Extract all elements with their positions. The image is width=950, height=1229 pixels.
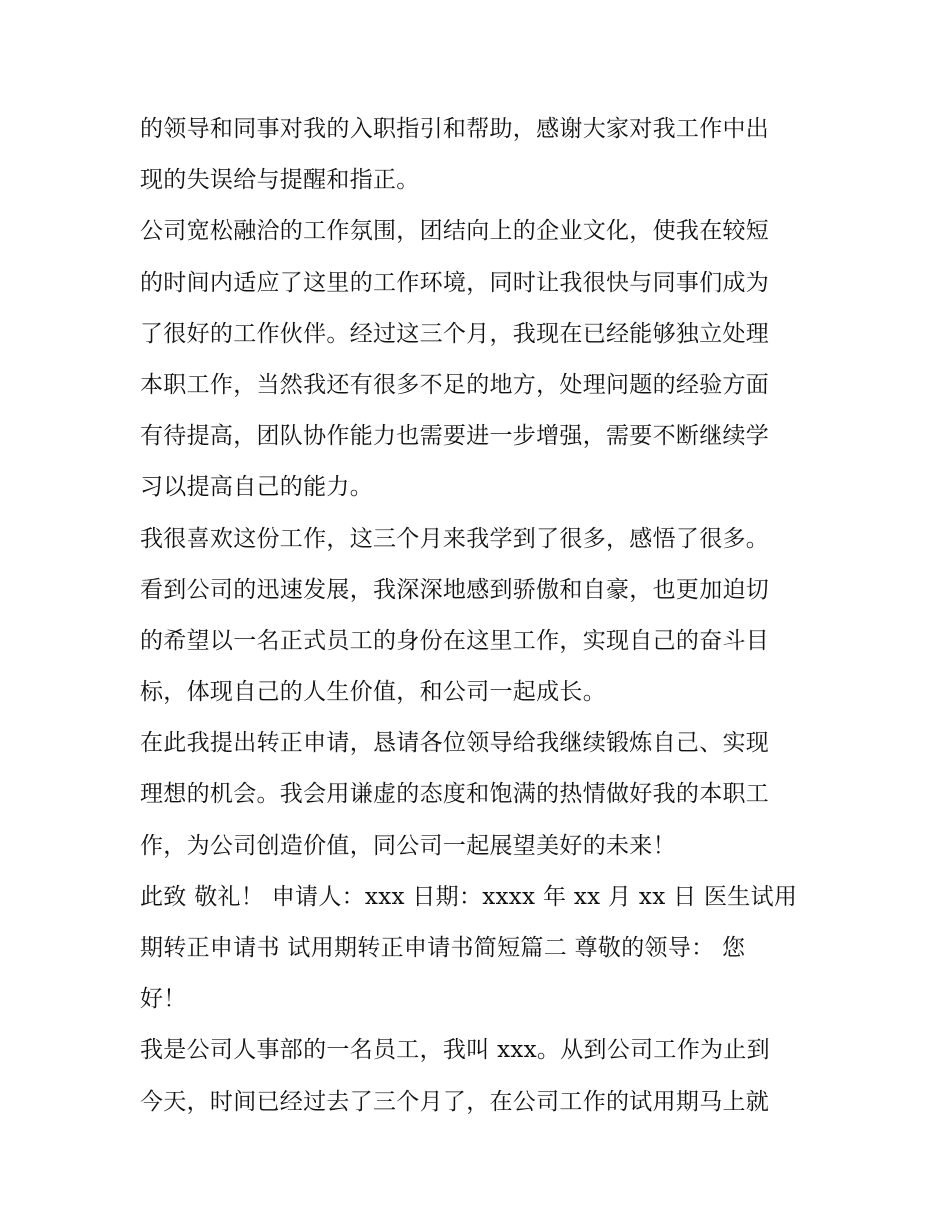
text-line: 此致 敬礼！ 申请人：xxx 日期：xxxx 年 xx 月 xx 日 医生试用 xyxy=(140,883,798,910)
text-line: 理想的机会。我会用谦虚的态度和饱满的热情做好我的本职工 xyxy=(140,781,770,808)
text-line: 在此我提出转正申请，恳请各位领导给我继续锻炼自己、实现 xyxy=(140,730,770,757)
text-line: 了很好的工作伙伴。经过这三个月，我现在已经能够独立处理 xyxy=(140,320,770,347)
body-text xyxy=(140,104,820,1128)
text-line: 我是公司人事部的一名员工，我叫 xxx。从到公司工作为止到 xyxy=(140,1037,770,1064)
text-line: 标，体现自己的人生价值，和公司一起成长。 xyxy=(140,679,606,706)
text-line: 的希望以一名正式员工的身份在这里工作，实现自己的奋斗目 xyxy=(140,627,770,654)
text-line: 本职工作，当然我还有很多不足的地方，处理问题的经验方面 xyxy=(140,371,770,398)
text-line: 好！ xyxy=(140,986,187,1013)
text-line: 的时间内适应了这里的工作环境，同时让我很快与同事们成为 xyxy=(140,269,770,296)
text-line: 的领导和同事对我的入职指引和帮助，感谢大家对我工作中出 xyxy=(140,116,770,142)
text-line: 看到公司的迅速发展，我深深地感到骄傲和自豪，也更加迫切 xyxy=(140,576,770,603)
text-line: 现的失误给与提醒和指正。 xyxy=(140,167,420,194)
text-line: 公司宽松融洽的工作氛围，团结向上的企业文化，使我在较短 xyxy=(140,218,770,245)
text-line: 我很喜欢这份工作，这三个月来我学到了很多，感悟了很多。 xyxy=(140,525,770,552)
text-line: 今天，时间已经过去了三个月了，在公司工作的试用期马上就 xyxy=(140,1088,770,1115)
text-line: 期转正申请书 试用期转正申请书简短篇二 尊敬的领导： 您 xyxy=(140,935,746,961)
text-line: 习以提高自己的能力。 xyxy=(140,474,373,501)
text-line: 有待提高，团队协作能力也需要进一步增强，需要不断继续学 xyxy=(140,423,770,450)
text-line: 作，为公司创造价值，同公司一起展望美好的未来！ xyxy=(140,832,676,859)
